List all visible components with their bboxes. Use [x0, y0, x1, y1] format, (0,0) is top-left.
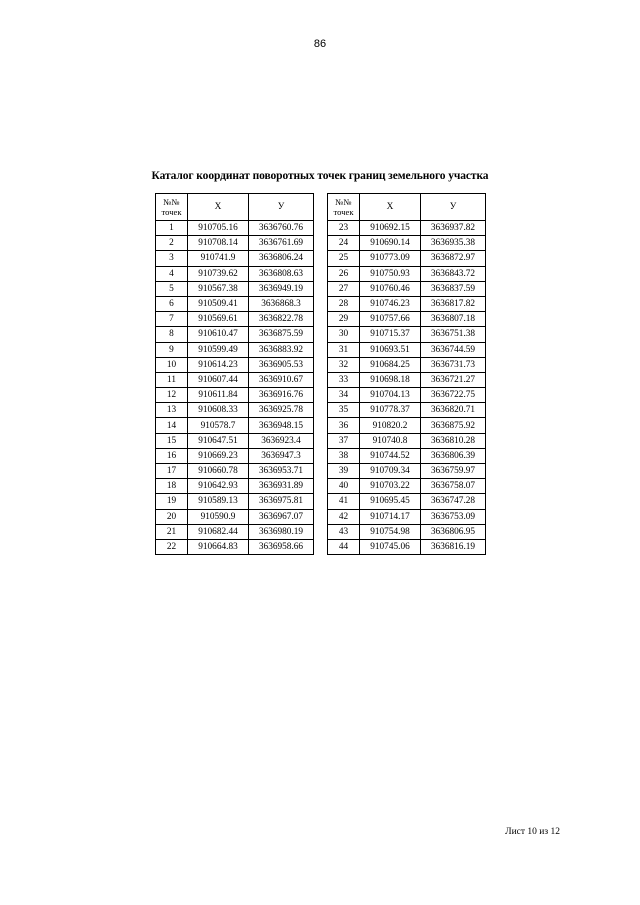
cell-y: 3636747.28 — [421, 494, 486, 509]
page-number: 86 — [313, 38, 327, 50]
cell-y: 3636810.28 — [421, 433, 486, 448]
cell-point-number: 32 — [328, 357, 360, 372]
cell-y: 3636931.89 — [249, 479, 314, 494]
cell-y: 3636967.07 — [249, 509, 314, 524]
table-row — [156, 357, 314, 372]
cell-point-number: 2 — [156, 236, 188, 251]
cell-y: 3636744.59 — [421, 342, 486, 357]
header-point-number — [328, 194, 360, 221]
cell-x: 910607.44 — [188, 372, 249, 387]
table-row — [156, 539, 314, 554]
cell-point-number: 41 — [328, 494, 360, 509]
table-row — [328, 236, 486, 251]
cell-point-number: 24 — [328, 236, 360, 251]
table-row — [328, 221, 486, 236]
table-row — [156, 342, 314, 357]
table-row — [156, 464, 314, 479]
header-num-line1: №№ — [335, 197, 352, 207]
cell-x: 910664.83 — [188, 539, 249, 554]
header-point-number — [156, 194, 188, 221]
cell-point-number: 4 — [156, 266, 188, 281]
table-header-row — [328, 194, 486, 221]
table-row — [156, 236, 314, 251]
cell-y: 3636910.67 — [249, 372, 314, 387]
table-row — [156, 418, 314, 433]
cell-x: 910647.51 — [188, 433, 249, 448]
table-row — [328, 357, 486, 372]
cell-y: 3636822.78 — [249, 312, 314, 327]
cell-point-number: 34 — [328, 388, 360, 403]
table-row — [328, 524, 486, 539]
cell-x: 910820.2 — [360, 418, 421, 433]
cell-x: 910567.38 — [188, 281, 249, 296]
cell-x: 910610.47 — [188, 327, 249, 342]
cell-y: 3636806.24 — [249, 251, 314, 266]
cell-y: 3636923.4 — [249, 433, 314, 448]
cell-x: 910714.17 — [360, 509, 421, 524]
table-row — [156, 251, 314, 266]
table-body-left — [156, 221, 314, 555]
table-row — [156, 388, 314, 403]
header-y: У — [249, 194, 314, 221]
cell-y: 3636947.3 — [249, 448, 314, 463]
cell-point-number: 6 — [156, 296, 188, 311]
cell-point-number: 19 — [156, 494, 188, 509]
cell-y: 3636760.76 — [249, 221, 314, 236]
cell-x: 910705.16 — [188, 221, 249, 236]
cell-x: 910669.23 — [188, 448, 249, 463]
cell-y: 3636875.92 — [421, 418, 486, 433]
table-row — [156, 281, 314, 296]
cell-point-number: 26 — [328, 266, 360, 281]
cell-y: 3636753.09 — [421, 509, 486, 524]
cell-y: 3636759.97 — [421, 464, 486, 479]
cell-x: 910693.51 — [360, 342, 421, 357]
cell-point-number: 33 — [328, 372, 360, 387]
table-row — [328, 494, 486, 509]
table-row — [328, 479, 486, 494]
table-row — [328, 433, 486, 448]
cell-y: 3636807.18 — [421, 312, 486, 327]
cell-x: 910684.25 — [360, 357, 421, 372]
cell-y: 3636875.59 — [249, 327, 314, 342]
table-row — [156, 509, 314, 524]
cell-x: 910589.13 — [188, 494, 249, 509]
cell-x: 910614.23 — [188, 357, 249, 372]
cell-point-number: 36 — [328, 418, 360, 433]
sheet-label: Лист 10 из 12 — [505, 827, 560, 837]
table-body-right — [328, 221, 486, 555]
cell-x: 910709.34 — [360, 464, 421, 479]
cell-x: 910660.78 — [188, 464, 249, 479]
table-row — [328, 539, 486, 554]
cell-x: 910509.41 — [188, 296, 249, 311]
cell-point-number: 21 — [156, 524, 188, 539]
cell-y: 3636953.71 — [249, 464, 314, 479]
cell-point-number: 3 — [156, 251, 188, 266]
cell-point-number: 37 — [328, 433, 360, 448]
table-row — [156, 479, 314, 494]
table-row — [156, 372, 314, 387]
cell-x: 910739.62 — [188, 266, 249, 281]
table-row — [328, 342, 486, 357]
table-row — [156, 266, 314, 281]
cell-point-number: 8 — [156, 327, 188, 342]
cell-x: 910715.37 — [360, 327, 421, 342]
cell-x: 910599.49 — [188, 342, 249, 357]
cell-x: 910740.8 — [360, 433, 421, 448]
cell-y: 3636868.3 — [249, 296, 314, 311]
cell-y: 3636980.19 — [249, 524, 314, 539]
cell-point-number: 20 — [156, 509, 188, 524]
cell-point-number: 5 — [156, 281, 188, 296]
cell-y: 3636806.39 — [421, 448, 486, 463]
table-row — [328, 296, 486, 311]
cell-x: 910695.45 — [360, 494, 421, 509]
cell-y: 3636935.38 — [421, 236, 486, 251]
table-row — [328, 403, 486, 418]
table-row — [156, 221, 314, 236]
cell-y: 3636806.95 — [421, 524, 486, 539]
table-header-row — [156, 194, 314, 221]
cell-x: 910642.93 — [188, 479, 249, 494]
cell-y: 3636761.69 — [249, 236, 314, 251]
cell-point-number: 42 — [328, 509, 360, 524]
cell-x: 910590.9 — [188, 509, 249, 524]
cell-point-number: 25 — [328, 251, 360, 266]
cell-point-number: 18 — [156, 479, 188, 494]
cell-point-number: 14 — [156, 418, 188, 433]
cell-point-number: 28 — [328, 296, 360, 311]
cell-y: 3636905.53 — [249, 357, 314, 372]
cell-point-number: 10 — [156, 357, 188, 372]
cell-x: 910757.66 — [360, 312, 421, 327]
cell-point-number: 7 — [156, 312, 188, 327]
cell-y: 3636949.19 — [249, 281, 314, 296]
cell-y: 3636751.38 — [421, 327, 486, 342]
table-row — [328, 281, 486, 296]
cell-y: 3636925.78 — [249, 403, 314, 418]
cell-y: 3636958.66 — [249, 539, 314, 554]
table-row — [328, 418, 486, 433]
table-row — [156, 403, 314, 418]
cell-point-number: 29 — [328, 312, 360, 327]
cell-y: 3636816.19 — [421, 539, 486, 554]
table-row — [328, 251, 486, 266]
table-row — [156, 296, 314, 311]
cell-x: 910741.9 — [188, 251, 249, 266]
cell-x: 910708.14 — [188, 236, 249, 251]
cell-point-number: 30 — [328, 327, 360, 342]
cell-point-number: 15 — [156, 433, 188, 448]
cell-y: 3636820.71 — [421, 403, 486, 418]
table-row — [328, 464, 486, 479]
cell-point-number: 1 — [156, 221, 188, 236]
cell-x: 910746.23 — [360, 296, 421, 311]
table-row — [328, 372, 486, 387]
cell-x: 910703.22 — [360, 479, 421, 494]
table-row — [156, 494, 314, 509]
cell-x: 910608.33 — [188, 403, 249, 418]
cell-x: 910754.98 — [360, 524, 421, 539]
table-row — [328, 448, 486, 463]
header-num-line2: точек — [161, 207, 182, 217]
table-row — [156, 524, 314, 539]
cell-point-number: 12 — [156, 388, 188, 403]
cell-point-number: 38 — [328, 448, 360, 463]
cell-x: 910745.06 — [360, 539, 421, 554]
header-x: Х — [188, 194, 249, 221]
table-row — [156, 327, 314, 342]
header-y: У — [421, 194, 486, 221]
cell-y: 3636837.59 — [421, 281, 486, 296]
cell-x: 910611.84 — [188, 388, 249, 403]
cell-y: 3636975.81 — [249, 494, 314, 509]
cell-y: 3636817.82 — [421, 296, 486, 311]
cell-point-number: 39 — [328, 464, 360, 479]
cell-x: 910750.93 — [360, 266, 421, 281]
table-row — [328, 509, 486, 524]
header-x: Х — [360, 194, 421, 221]
cell-y: 3636721.27 — [421, 372, 486, 387]
cell-y: 3636808.63 — [249, 266, 314, 281]
cell-x: 910698.18 — [360, 372, 421, 387]
cell-y: 3636758.07 — [421, 479, 486, 494]
table-row — [328, 327, 486, 342]
cell-x: 910760.46 — [360, 281, 421, 296]
cell-point-number: 35 — [328, 403, 360, 418]
cell-x: 910682.44 — [188, 524, 249, 539]
header-num-line2: точек — [333, 207, 354, 217]
cell-point-number: 16 — [156, 448, 188, 463]
cell-point-number: 22 — [156, 539, 188, 554]
table-row — [328, 266, 486, 281]
table-row — [156, 312, 314, 327]
document-title: Каталог координат поворотных точек границ земельного участка — [151, 170, 489, 182]
cell-point-number: 27 — [328, 281, 360, 296]
cell-point-number: 9 — [156, 342, 188, 357]
table-row — [328, 388, 486, 403]
cell-x: 910578.7 — [188, 418, 249, 433]
cell-x: 910778.37 — [360, 403, 421, 418]
coordinates-table-left — [155, 193, 314, 555]
cell-y: 3636948.15 — [249, 418, 314, 433]
cell-point-number: 43 — [328, 524, 360, 539]
header-num-line1: №№ — [163, 197, 180, 207]
cell-point-number: 40 — [328, 479, 360, 494]
cell-x: 910569.61 — [188, 312, 249, 327]
cell-y: 3636916.76 — [249, 388, 314, 403]
cell-x: 910692.15 — [360, 221, 421, 236]
table-row — [156, 433, 314, 448]
cell-point-number: 31 — [328, 342, 360, 357]
cell-x: 910690.14 — [360, 236, 421, 251]
coordinates-table-right — [327, 193, 486, 555]
cell-x: 910744.52 — [360, 448, 421, 463]
cell-y: 3636937.82 — [421, 221, 486, 236]
cell-y: 3636883.92 — [249, 342, 314, 357]
cell-y: 3636872.97 — [421, 251, 486, 266]
cell-x: 910704.13 — [360, 388, 421, 403]
table-row — [156, 448, 314, 463]
cell-point-number: 17 — [156, 464, 188, 479]
cell-point-number: 23 — [328, 221, 360, 236]
cell-y: 3636731.73 — [421, 357, 486, 372]
cell-point-number: 44 — [328, 539, 360, 554]
cell-x: 910773.09 — [360, 251, 421, 266]
table-row — [328, 312, 486, 327]
cell-y: 3636843.72 — [421, 266, 486, 281]
cell-point-number: 11 — [156, 372, 188, 387]
cell-point-number: 13 — [156, 403, 188, 418]
cell-y: 3636722.75 — [421, 388, 486, 403]
